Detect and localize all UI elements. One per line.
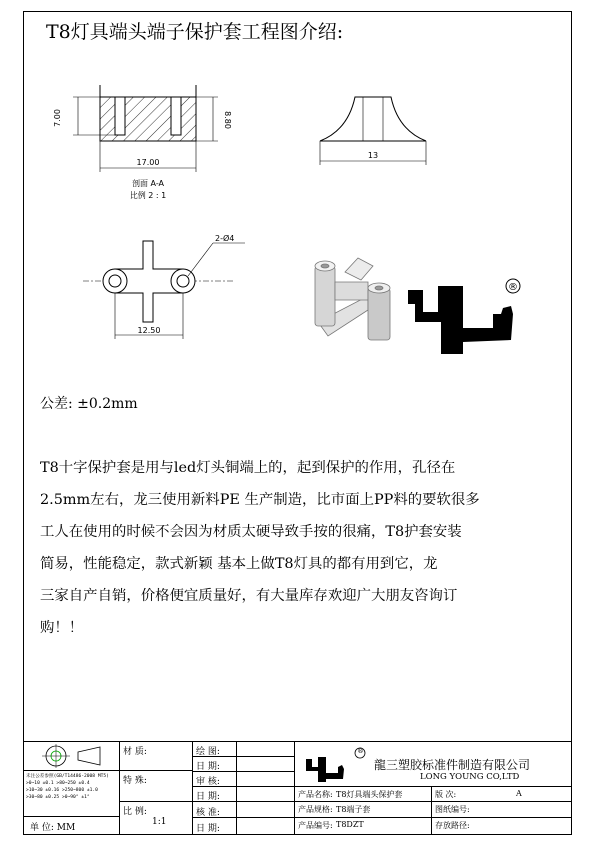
product-name-label: 产品名称: [298,790,333,799]
section-caption-1: 剖面 A-A [131,179,165,188]
code-label: 产品编号: [298,821,333,830]
date-label: 日 期: [196,792,220,802]
approve-label: 核 准: [196,808,220,818]
unit-label: 单 位: MM [30,823,76,833]
special-label: 特 殊: [123,776,147,786]
tolerance-row: >30~80 ±0.25 >0~90° ±1° [26,795,90,800]
description-line: 购！！ [40,620,84,636]
description-line: 2.5mm左右，龙三使用新料PE 生产制造，比市面上PP料的要软很多 [40,492,480,508]
description-line: 三家自产自销，价格便宜质量好，有大量库存欢迎广大朋友咨询订 [40,588,458,604]
tolerance-row: >0~10 ±0.1 >80~250 ±0.4 [26,781,90,786]
review-label: 审 核: [196,777,220,787]
dim-width-side: 13 [367,151,379,160]
projection-symbol [38,743,108,769]
tolerance-table-title: 未注公差参照(GB/T14486-2008 MT5) [26,774,109,779]
description-line: 简易，性能稳定，款式新颖 基本上做T8灯具的都有用到它，龙 [40,556,438,572]
dim-height-left: 7.00 [53,109,62,127]
draw-label: 绘 图: [196,747,220,757]
version-label: 版 次: [435,790,457,799]
scale-value: 1:1 [152,817,167,827]
product-3d-render [315,258,390,340]
tolerance-row: >10~30 ±0.16 >250~800 ±1.0 [26,788,98,793]
page-title: T8灯具端头端子保护套工程图介绍: [46,21,344,43]
section-caption-2: 比例 2 : 1 [129,191,167,200]
registered-mark-small: ® [357,747,364,755]
dim-width-top: 12.50 [137,326,161,335]
description [40,452,562,644]
scale-label: 比 例: [123,807,147,817]
dim-hole: 2-Ø4 [215,234,235,243]
registered-mark-large: ® [508,282,518,293]
date-label: 日 期: [196,824,220,834]
material-label: 材 质: [123,747,147,757]
company-logo-large [408,279,520,354]
tolerance-note: 公差: ±0.2mm [40,396,138,412]
spec-value: T8端子套 [336,805,371,814]
storage-label: 存放路径: [435,821,470,830]
spec-label: 产品规格: [298,805,333,814]
drawing-no-label: 图纸编号: [435,805,470,814]
company-name-cn: 龍三塑胶标准件制造有限公司 [374,758,531,772]
dim-height-right: 8.80 [223,111,232,129]
dim-width-section: 17.00 [136,158,160,167]
version-value: A [516,789,522,798]
title-block [24,741,571,834]
description-line: T8十字保护套是用与led灯头铜端上的，起到保护的作用，孔径在 [40,460,456,476]
code-value: T8DZT [336,820,364,829]
date-label: 日 期: [196,762,220,772]
top-view [83,241,245,339]
product-name-value: T8灯具端头保护套 [336,790,403,799]
engineering-drawings [23,60,572,370]
description-line: 工人在使用的时候不会因为材质太硬导致手按的很痛，T8护套安装 [40,524,462,540]
company-name-en: LONG YOUNG CO,LTD [420,772,520,782]
